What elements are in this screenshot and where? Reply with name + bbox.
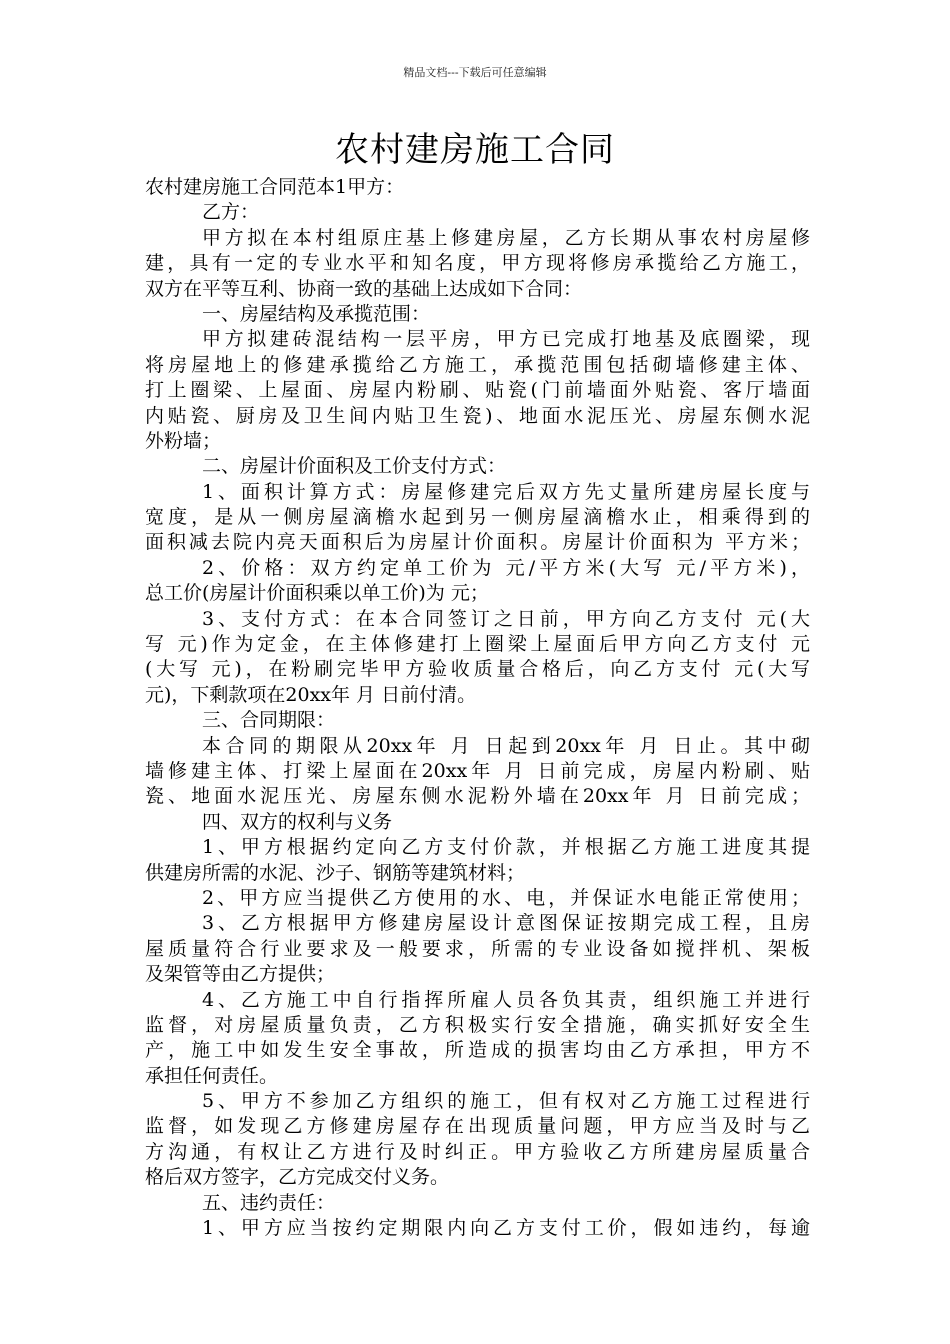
text-line: 5、甲方不参加乙方组织的施工，但有权对乙方施工过程进行	[202, 1090, 810, 1113]
text-line: 宽度，是从一侧房屋滴檐水起到另一侧房屋滴檐水止，相乘得到的	[145, 506, 810, 529]
text-line: 监督，如发现乙方修建房屋存在出现质量问题，甲方应当及时与乙	[145, 1115, 810, 1138]
document-title: 农村建房施工合同	[335, 130, 615, 170]
text-line: 监督，对房屋质量负责，乙方积极实行安全措施，确实抓好安全生	[145, 1013, 810, 1036]
text-line: 3、乙方根据甲方修建房屋设计意图保证按期完成工程，且房	[202, 912, 810, 935]
text-line: 双方在平等互利、协商一致的基础上达成如下合同：	[145, 277, 583, 300]
text-line: 甲方拟在本村组原庄基上修建房屋，乙方长期从事农村房屋修	[202, 226, 810, 249]
text-line: 2、甲方应当提供乙方使用的水、电，并保证水电能正常使用；	[202, 886, 810, 909]
text-line: 总工价(房屋计价面积乘以单工价)为 元；	[145, 582, 489, 605]
text-line: (大写 元)，在粉刷完毕甲方验收质量合格后，向乙方支付 元(大写	[145, 658, 810, 681]
text-line: 1、甲方应当按约定期限内向乙方支付工价，假如违约，每逾	[202, 1217, 810, 1240]
text-line: 1、甲方根据约定向乙方支付价款，并根据乙方施工进度其提	[202, 836, 810, 859]
text-line: 写 元)作为定金，在主体修建打上圈梁上屋面后甲方向乙方支付 元	[145, 633, 810, 656]
text-line: 屋质量符合行业要求及一般要求，所需的专业设备如搅拌机、架板	[145, 937, 810, 960]
text-line: 外粉墙；	[145, 429, 222, 452]
text-line: 及架管等由乙方提供；	[145, 963, 336, 986]
text-line: 将房屋地上的修建承揽给乙方施工，承揽范围包括砌墙修建主体、	[145, 353, 810, 376]
text-line: 乙方：	[202, 201, 260, 224]
text-line: 瓷、地面水泥压光、房屋东侧水泥粉外墙在20xx年 月 日前完成；	[145, 785, 810, 808]
text-line: 方沟通，有权让乙方进行及时纠正。甲方验收乙方所建房屋质量合	[145, 1140, 810, 1163]
text-line: 打上圈梁、上屋面、房屋内粉刷、贴瓷(门前墙面外贴瓷、客厅墙面	[145, 379, 810, 402]
text-line: 供建房所需的水泥、沙子、钢筋等建筑材料；	[145, 861, 526, 884]
text-line: 本合同的期限从20xx年 月 日起到20xx年 月 日止。其中砌	[202, 734, 810, 757]
page-header: 精品文档---下载后可任意编辑	[403, 66, 547, 79]
text-line: 四、双方的权利与义务	[202, 810, 393, 833]
text-line: 2、价格：双方约定单工价为 元/平方米(大写 元/平方米)，	[202, 556, 810, 579]
text-line: 三、合同期限：	[202, 709, 336, 732]
text-line: 甲方拟建砖混结构一层平房，甲方已完成打地基及底圈梁，现	[202, 328, 810, 351]
text-line: 1、面积计算方式：房屋修建完后双方先丈量所建房屋长度与	[202, 480, 810, 503]
text-line: 内贴瓷、厨房及卫生间内贴卫生瓷)、地面水泥压光、房屋东侧水泥	[145, 404, 810, 427]
text-line: 一、房屋结构及承揽范围：	[202, 302, 431, 325]
text-line: 农村建房施工合同范本1甲方：	[145, 176, 405, 198]
text-line: 元)，下剩款项在20xx年 月 日前付清。	[145, 683, 477, 706]
text-line: 4、乙方施工中自行指挥所雇人员各负其责，组织施工并进行	[202, 988, 810, 1011]
text-line: 承担任何责任。	[145, 1064, 279, 1087]
text-line: 建，具有一定的专业水平和知名度，甲方现将修房承揽给乙方施工，	[145, 252, 810, 275]
text-line: 产，施工中如发生安全事故，所造成的损害均由乙方承担，甲方不	[145, 1039, 810, 1062]
text-line: 五、违约责任：	[202, 1191, 336, 1214]
text-line: 格后双方签字，乙方完成交付义务。	[145, 1166, 450, 1189]
text-line: 面积减去院内亮天面积后为房屋计价面积。房屋计价面积为 平方米；	[145, 531, 810, 554]
text-line: 墙修建主体、打梁上屋面在20xx年 月 日前完成，房屋内粉刷、贴	[145, 759, 810, 782]
text-line: 3、支付方式：在本合同签订之日前，甲方向乙方支付 元(大	[202, 607, 810, 630]
text-line: 二、房屋计价面积及工价支付方式：	[202, 455, 507, 478]
document-body	[145, 175, 810, 1241]
